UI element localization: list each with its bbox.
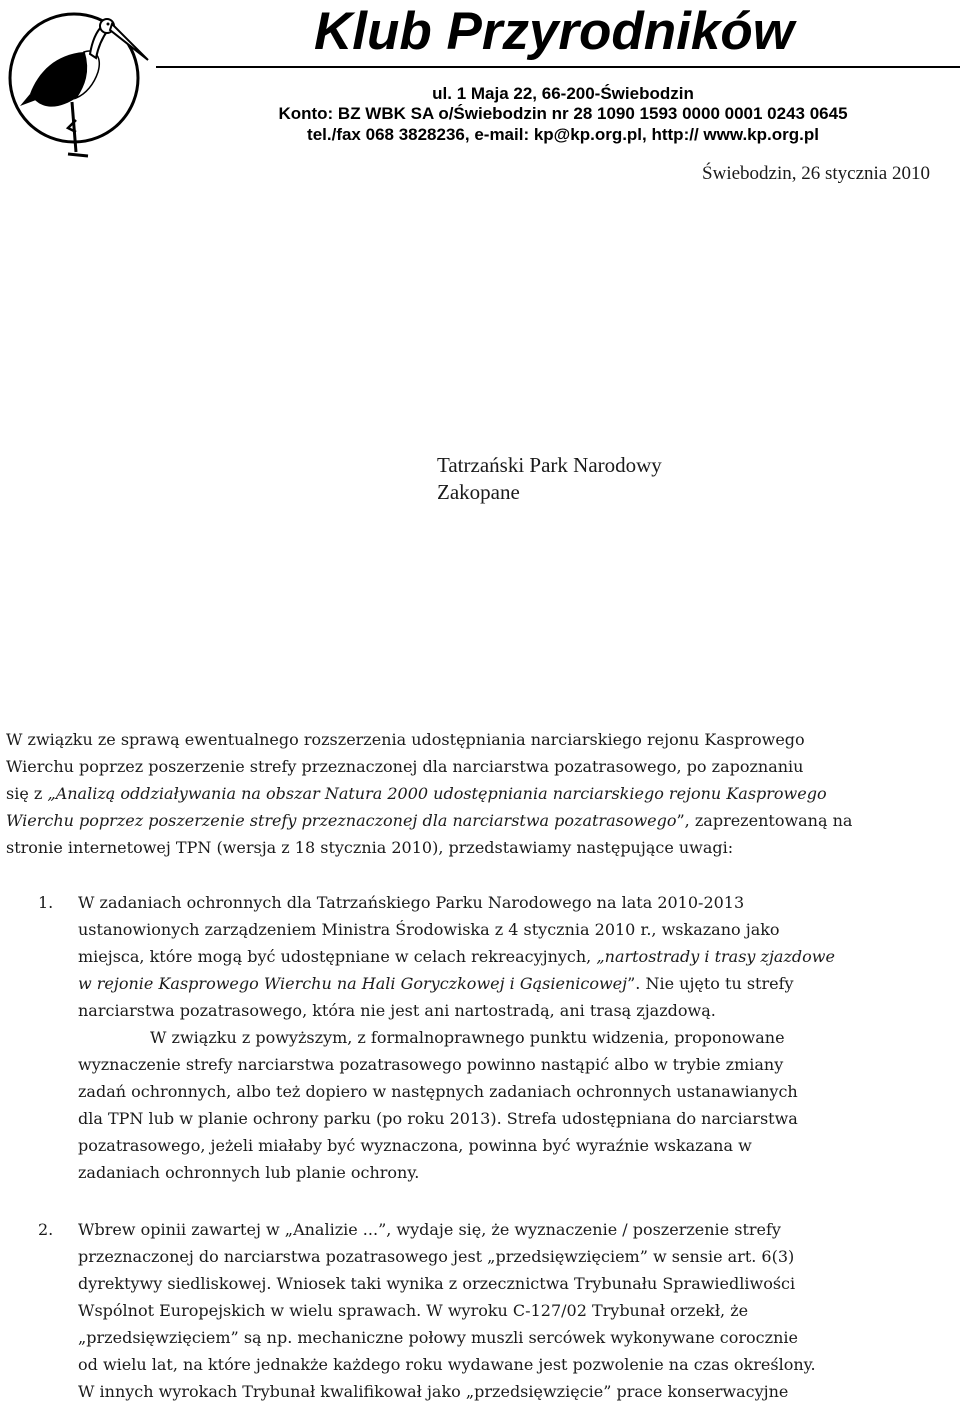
- intro-text: ”, zaprezentowaną na: [676, 811, 853, 830]
- intro-line: W związku ze sprawą ewentualnego rozszerzenia udostępniania narciarskiego rejonu Kasprowego: [6, 730, 805, 749]
- point-line: zadaniach ochronnych lub planie ochrony.: [78, 1163, 420, 1182]
- point-number: 2.: [38, 1220, 54, 1239]
- title-rule: [156, 66, 960, 68]
- point-line: pozatrasowego, jeżeli miałaby być wyznaczona, powinna być wyraźnie wskazana w: [78, 1136, 752, 1155]
- point-line: dyrektywy siedliskowej. Wniosek taki wynika z orzecznictwa Trybunału Sprawiedliwości: [78, 1274, 796, 1293]
- point-text: ustanowionych zarządzeniem Ministra Środowiska z 4 stycznia 2010 r.: [78, 920, 652, 939]
- intro-line: [6, 807, 852, 834]
- point-quote-italic: w rejonie Kasprowego Wierchu na Hali Goryczkowej i Gąsienicowej: [78, 974, 628, 993]
- point-text: miejsca, które mogą być udostępniane w celach rekreacyjnych,: [78, 947, 597, 966]
- point-number: 1.: [38, 893, 54, 912]
- intro-title-italic: „Analizą oddziaływania na obszar Natura 2000 udostępniania narciarskiego rejonu Kasprowego: [47, 784, 827, 803]
- point-line: przeznaczonej do narciarstwa pozatrasowego jest „przedsięwzięciem” w sensie art. 6(3): [78, 1247, 795, 1266]
- point-quote-italic: „nartostrady i trasy zjazdowe: [596, 947, 835, 966]
- point-line: [78, 916, 780, 943]
- org-bank-account: Konto: BZ WBK SA o/Świebodzin nr 28 1090 1593 0000 0001 0243 0645: [278, 104, 848, 123]
- recipient-city: Zakopane: [437, 480, 520, 504]
- point-text: , wskazano jako: [651, 920, 780, 939]
- org-title: Klub Przyrodników: [314, 2, 794, 61]
- point-line: narciarstwa pozatrasowego, która nie jest ani nartostradą, ani trasą zjazdową.: [78, 1001, 716, 1020]
- point-line: wyznaczenie strefy narciarstwa pozatrasowego powinno nastąpić albo w trybie zmiany: [78, 1055, 784, 1074]
- point-line: W związku z powyższym, z formalnoprawnego punktu widzenia, proponowane: [150, 1028, 785, 1047]
- point-line: Wbrew opinii zawartej w „Analizie ...”, wydaje się, że wyznaczenie / poszerzenie strefy: [78, 1220, 781, 1239]
- point-line: [78, 970, 794, 997]
- point-line: dla TPN lub w planie ochrony parku (po roku 2013). Strefa udostępniana do narciarstwa: [78, 1109, 798, 1128]
- recipient-name: Tatrzański Park Narodowy: [437, 453, 662, 477]
- intro-title-italic: Wierchu poprzez poszerzenie strefy przeznaczonej dla narciarstwa pozatrasowego: [6, 811, 677, 830]
- org-address: ul. 1 Maja 22, 66-200-Świebodzin: [432, 84, 694, 103]
- point-line: W innych wyrokach Trybunał kwalifikował jako „przedsięwzięcie” prace konserwacyjne: [78, 1382, 789, 1401]
- point-line: W zadaniach ochronnych dla Tatrzańskiego Parku Narodowego na lata 2010-2013: [78, 893, 745, 912]
- stork-logo: [6, 2, 156, 164]
- date-line: Świebodzin, 26 stycznia 2010: [702, 163, 930, 184]
- intro-line: Wierchu poprzez poszerzenie strefy przeznaczonej dla narciarstwa pozatrasowego, po zapoznaniu: [6, 757, 804, 776]
- intro-text: się z: [6, 784, 48, 803]
- point-line: „przedsięwzięciem” są np. mechaniczne połowy muszli sercówek wykonywane corocznie: [78, 1328, 798, 1347]
- org-contact: tel./fax 068 3828236, e-mail: kp@kp.org.pl, http:// www.kp.org.pl: [307, 125, 819, 144]
- point-line: zadań ochronnych, albo też dopiero w następnych zadaniach ochronnych ustanawianych: [78, 1082, 798, 1101]
- point-line: [78, 943, 835, 970]
- point-line: od wielu lat, na które jednakże każdego roku wydawane jest pozwolenie na czas określony.: [78, 1355, 816, 1374]
- point-text: ”. Nie ujęto tu strefy: [627, 974, 794, 993]
- intro-line: [6, 780, 827, 807]
- intro-line: stronie internetowej TPN (wersja z 18 stycznia 2010), przedstawiamy następujące uwagi:: [6, 838, 734, 857]
- point-line: Wspólnot Europejskich w wielu sprawach. W wyroku C-127/02 Trybunał orzekł, że: [78, 1301, 749, 1320]
